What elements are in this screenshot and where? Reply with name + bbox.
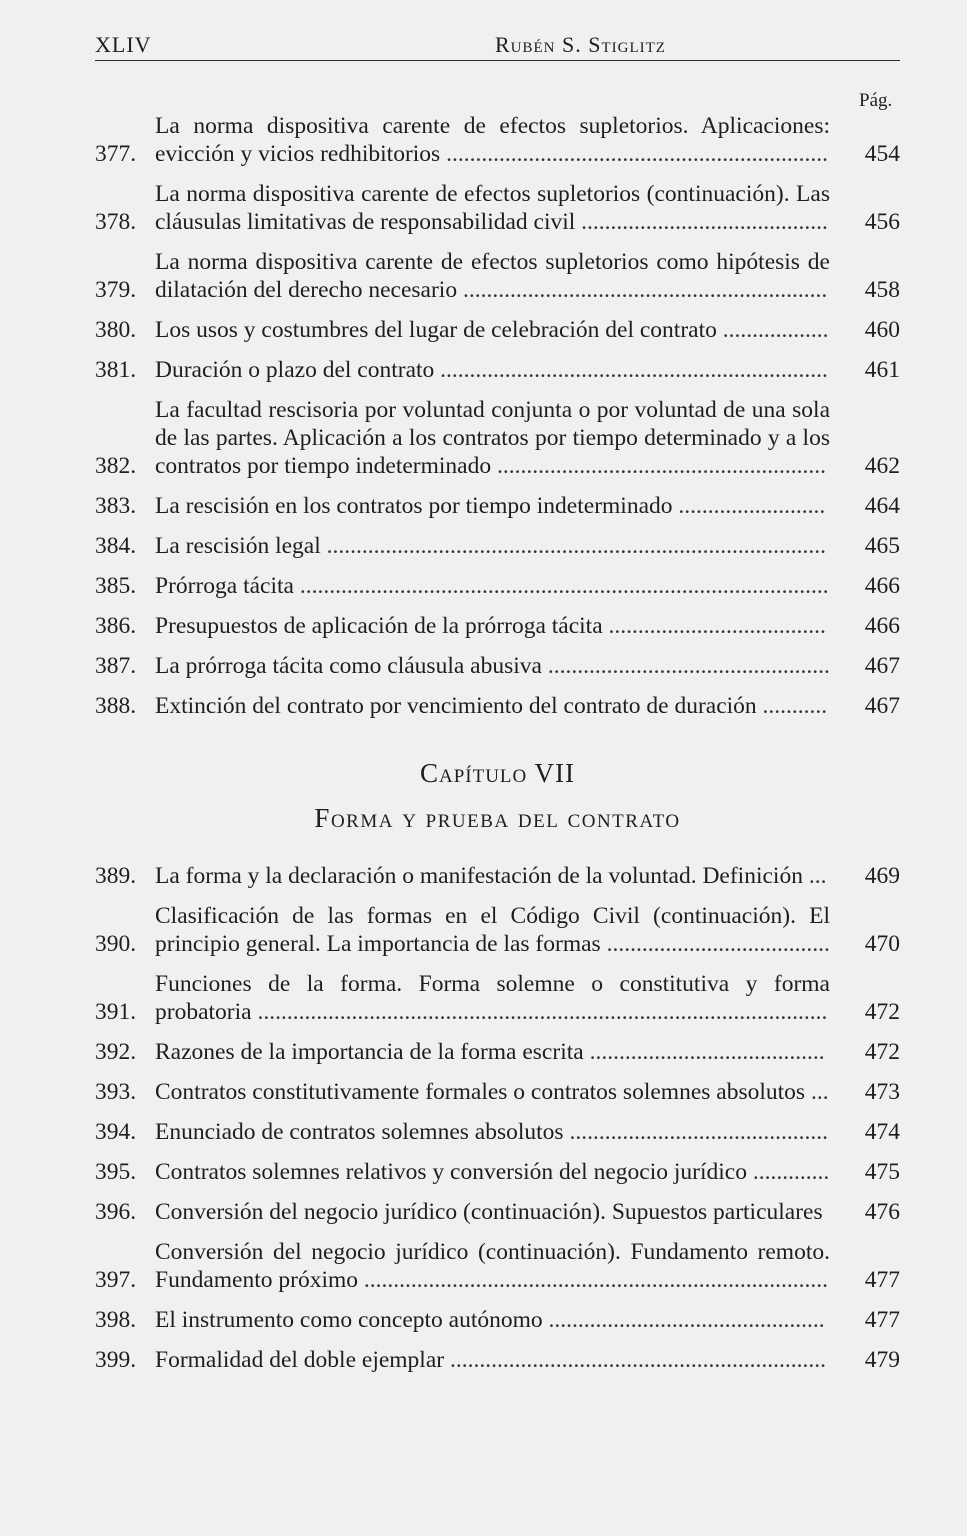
entry-title (155, 248, 830, 304)
toc-entry (95, 1118, 900, 1146)
toc-entry (95, 1158, 900, 1186)
entry-page-number: 472 (864, 999, 900, 1025)
entry-number: 378. (95, 209, 137, 235)
toc-entry (95, 862, 900, 890)
page-column-label: Pág. (859, 90, 893, 111)
leader-dots: .............................................................. (457, 277, 828, 303)
entry-title-text: Contratos constitutivamente formales o contratos solemnes absolutos (155, 1079, 806, 1105)
entry-number: 399. (95, 1347, 137, 1373)
leader-dots: ................................................ (541, 653, 830, 679)
entry-page-number: 466 (864, 613, 900, 639)
entry-title (155, 1038, 830, 1066)
entry-page-number: 466 (864, 573, 900, 599)
toc-entry (95, 1306, 900, 1334)
toc-entry (95, 1078, 900, 1106)
entry-title-text: Extinción del contrato por vencimiento del contrato de duración (155, 693, 757, 719)
entry-title (155, 1158, 830, 1186)
leader-dots: ........................................ (583, 1039, 825, 1065)
leader-dots: ................................................................................................. (251, 999, 828, 1025)
leader-dots: ................................................................. (440, 141, 828, 167)
entry-page-number: 456 (864, 209, 900, 235)
entry-page-number: 474 (864, 1119, 900, 1145)
entry-number: 396. (95, 1199, 137, 1225)
chapter-title: Forma y prueba del contrato (314, 803, 681, 833)
entry-number: 382. (95, 453, 137, 479)
entry-title-text: La facultad rescisoria por voluntad conjunta o por voluntad de una sola de las partes. Aplicación a los contratos por tiempo determinado y a los contratos por tiempo indeterminado (155, 397, 830, 479)
toc-entry (95, 1346, 900, 1374)
entry-title (155, 1346, 830, 1374)
toc-entry (95, 652, 900, 680)
entry-number: 398. (95, 1307, 137, 1333)
leader-dots: ..................................... (602, 613, 826, 639)
leader-dots: ................................................................ (444, 1347, 826, 1373)
entry-title (155, 1238, 830, 1294)
entry-page-number: 467 (864, 693, 900, 719)
entry-number: 381. (95, 357, 137, 383)
chapter-label: Capítulo VII (419, 758, 576, 788)
leader-dots: ........... (756, 693, 828, 719)
leader-dots: ......................... (672, 493, 826, 519)
leader-dots: ... (805, 1079, 829, 1105)
toc-entry (95, 532, 900, 560)
leader-dots: ...................................... (600, 931, 830, 957)
entry-title-text: La prórroga tácita como cláusula abusiva (155, 653, 542, 679)
entry-page-number: 464 (864, 493, 900, 519)
entry-number: 387. (95, 653, 137, 679)
toc-entry (95, 572, 900, 600)
entry-title (155, 316, 830, 344)
leader-dots: ............................................................................... (358, 1267, 828, 1293)
toc-entry (95, 112, 900, 168)
entry-title (155, 1306, 830, 1334)
entry-title-text: Presupuestos de aplicación de la prórroga tácita (155, 613, 603, 639)
entry-title-text: Contratos solemnes relativos y conversión del negocio jurídico (155, 1159, 747, 1185)
entry-number: 395. (95, 1159, 137, 1185)
entry-title-text: Prórroga tácita (155, 573, 294, 599)
entry-title-text: Razones de la importancia de la forma escrita (155, 1039, 584, 1065)
entry-page-number: 477 (864, 1307, 900, 1333)
toc-entry (95, 692, 900, 720)
entry-number: 391. (95, 999, 137, 1025)
entry-title-text: La norma dispositiva carente de efectos supletorios como hipótesis de dilatación del derecho necesario (155, 249, 830, 303)
toc-entry (95, 1238, 900, 1294)
toc-entry (95, 970, 900, 1026)
running-head-author: Rubén S. Stiglitz (495, 32, 666, 57)
entry-number: 383. (95, 493, 137, 519)
entry-page-number: 460 (864, 317, 900, 343)
entry-title (155, 396, 830, 480)
entry-number: 394. (95, 1119, 137, 1145)
entry-title (155, 572, 830, 600)
entry-title (155, 1198, 830, 1226)
leader-dots: ............................................... (542, 1307, 825, 1333)
toc-entry (95, 1038, 900, 1066)
leader-dots: ............. (746, 1159, 830, 1185)
page-folio: XLIV (95, 32, 152, 57)
entry-title-text: Los usos y costumbres del lugar de celebración del contrato (155, 317, 717, 343)
toc-entries-bottom (95, 862, 900, 1386)
leader-dots: .......................................................................................... (293, 573, 829, 599)
entry-title-text: Enunciado de contratos solemnes absolutos (155, 1119, 564, 1145)
entry-title (155, 612, 830, 640)
entry-title-text: Clasificación de las formas en el Código Civil (continuación). El principio general. La importancia de las formas (155, 903, 830, 957)
entry-title (155, 902, 830, 958)
entry-title-text: El instrumento como concepto autónomo (155, 1307, 543, 1333)
toc-entries-top (95, 112, 900, 732)
toc-entry (95, 356, 900, 384)
entry-page-number: 467 (864, 653, 900, 679)
entry-title (155, 970, 830, 1026)
entry-number: 380. (95, 317, 137, 343)
entry-title (155, 652, 830, 680)
entry-title-text: Conversión del negocio jurídico (continuación). Supuestos particulares (155, 1199, 823, 1225)
entry-title-text: La rescisión en los contratos por tiempo indeterminado (155, 493, 673, 519)
entry-page-number: 454 (864, 141, 900, 167)
entry-page-number: 477 (864, 1267, 900, 1293)
entry-title (155, 356, 830, 384)
running-header (95, 30, 900, 61)
toc-entry (95, 492, 900, 520)
entry-number: 388. (95, 693, 137, 719)
entry-number: 385. (95, 573, 137, 599)
entry-number: 389. (95, 863, 137, 889)
entry-title (155, 692, 830, 720)
toc-entry (95, 902, 900, 958)
entry-page-number: 476 (864, 1199, 900, 1225)
entry-number: 392. (95, 1039, 137, 1065)
leader-dots: ........................................................ (491, 453, 826, 479)
leader-dots: .................................................................. (434, 357, 828, 383)
entry-page-number: 473 (864, 1079, 900, 1105)
entry-page-number: 472 (864, 1039, 900, 1065)
toc-entry (95, 248, 900, 304)
toc-entry (95, 612, 900, 640)
entry-number: 386. (95, 613, 137, 639)
entry-title-text: Conversión del negocio jurídico (continuación). Fundamento remoto. Fundamento próximo (155, 1239, 830, 1293)
entry-number: 377. (95, 141, 137, 167)
entry-page-number: 479 (864, 1347, 900, 1373)
leader-dots: ............................................ (563, 1119, 828, 1145)
toc-entry (95, 180, 900, 236)
entry-number: 379. (95, 277, 137, 303)
entry-page-number: 462 (864, 453, 900, 479)
entry-title-text: Formalidad del doble ejemplar (155, 1347, 445, 1373)
leader-dots: .................. (716, 317, 829, 343)
entry-title-text: La rescisión legal (155, 533, 321, 559)
entry-title (155, 112, 830, 168)
entry-page-number: 469 (864, 863, 900, 889)
entry-title-text: La forma y la declaración o manifestación de la voluntad. Definición (155, 863, 803, 889)
toc-entry (95, 1198, 900, 1226)
entry-number: 393. (95, 1079, 137, 1105)
leader-dots: ..................................................................................... (320, 533, 826, 559)
entry-title-text: La norma dispositiva carente de efectos supletorios. Aplicaciones: evicción y vicios redhibitorios (155, 113, 830, 167)
leader-dots: .......................................... (575, 209, 828, 235)
entry-title (155, 532, 830, 560)
entry-title (155, 862, 830, 890)
entry-title (155, 492, 830, 520)
leader-dots: ... (802, 863, 827, 889)
entry-title-text: Funciones de la forma. Forma solemne o constitutiva y forma probatoria (155, 971, 830, 1025)
entry-title-text: Duración o plazo del contrato (155, 357, 435, 383)
entry-page-number: 475 (864, 1159, 900, 1185)
entry-page-number: 465 (864, 533, 900, 559)
entry-number: 397. (95, 1267, 137, 1293)
entry-title (155, 1118, 830, 1146)
entry-page-number: 461 (864, 357, 900, 383)
entry-title (155, 180, 830, 236)
toc-entry (95, 316, 900, 344)
entry-number: 384. (95, 533, 137, 559)
entry-page-number: 470 (864, 931, 900, 957)
toc-entry (95, 396, 900, 480)
entry-title-text: La norma dispositiva carente de efectos supletorios (continuación). Las cláusulas limitativas de responsabilidad civil (155, 181, 830, 235)
entry-title (155, 1078, 830, 1106)
entry-page-number: 458 (864, 277, 900, 303)
entry-number: 390. (95, 931, 137, 957)
